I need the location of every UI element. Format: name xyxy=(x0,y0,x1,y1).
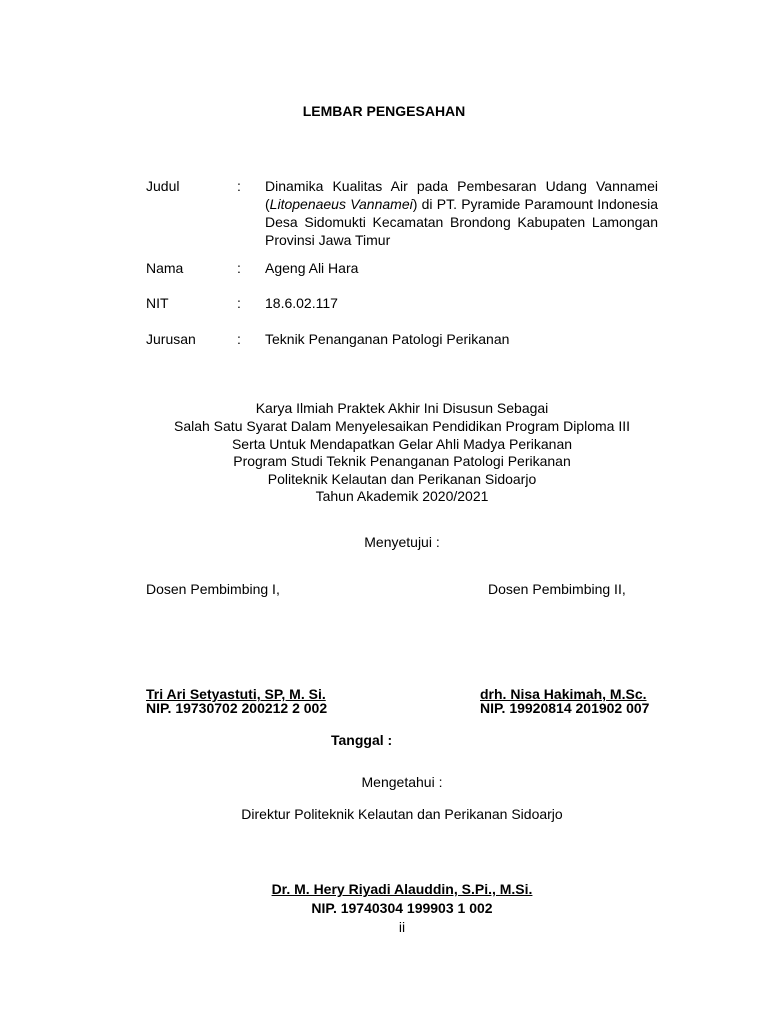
approval-label: Menyetujui : xyxy=(364,534,440,550)
acknowledge-label: Mengetahui : xyxy=(361,774,443,790)
supervisor-1-role: Dosen Pembimbing I, xyxy=(146,581,280,597)
supervisor-2-name: drh. Nisa Hakimah, M.Sc. xyxy=(480,686,647,702)
jurusan-value: Teknik Penanganan Patologi Perikanan xyxy=(265,331,510,347)
nama-colon: : xyxy=(237,260,241,276)
judul-value-end: ) di PT. Pyramide Paramount Indonesia Desa Sidomukti Kecamatan Brondong Kabupaten Lamongan Provinsi Jawa Timur xyxy=(265,196,658,248)
director-nip: NIP. 19740304 199903 1 002 xyxy=(311,900,493,916)
judul-value-start: Dinamika Kualitas Air pada Pembesaran Udang Vannamei ( xyxy=(265,178,658,212)
page-title: LEMBAR PENGESAHAN xyxy=(302,103,466,119)
statement-line-1: Karya Ilmiah Praktek Akhir Ini Disusun Sebagai xyxy=(255,400,549,416)
statement-line-3: Serta Untuk Mendapatkan Gelar Ahli Madya Perikanan xyxy=(231,436,573,452)
supervisor-1-name: Tri Ari Setyastuti, SP, M. Si. xyxy=(146,686,326,702)
statement-line-4: Program Studi Teknik Penanganan Patologi Perikanan xyxy=(233,453,571,469)
statement-line-2: Salah Satu Syarat Dalam Menyelesaikan Pendidikan Program Diploma III xyxy=(173,418,630,434)
supervisor-2-role: Dosen Pembimbing II, xyxy=(488,581,626,597)
nit-label: NIT xyxy=(146,295,169,311)
director-name: Dr. M. Hery Riyadi Alauddin, S.Pi., M.Si. xyxy=(271,881,533,897)
judul-value-species: Litopenaeus Vannamei xyxy=(269,196,413,212)
judul-label: Judul xyxy=(146,178,180,194)
judul-value xyxy=(265,177,658,249)
nama-value: Ageng Ali Hara xyxy=(265,260,359,276)
date-label: Tanggal : xyxy=(331,732,393,748)
supervisor-1-nip: NIP. 19730702 200212 2 002 xyxy=(146,700,328,716)
supervisor-2-nip: NIP. 19920814 201902 007 xyxy=(480,700,650,716)
judul-colon: : xyxy=(237,178,241,194)
jurusan-colon: : xyxy=(237,331,241,347)
nit-colon: : xyxy=(237,295,241,311)
nama-label: Nama xyxy=(146,260,184,276)
director-title: Direktur Politeknik Kelautan dan Perikanan Sidoarjo xyxy=(241,806,563,822)
statement-line-6: Tahun Akademik 2020/2021 xyxy=(315,488,489,504)
statement-line-5: Politeknik Kelautan dan Perikanan Sidoarjo xyxy=(267,471,537,487)
jurusan-label: Jurusan xyxy=(146,331,196,347)
nit-value: 18.6.02.117 xyxy=(265,295,338,311)
page-number: ii xyxy=(398,919,406,935)
